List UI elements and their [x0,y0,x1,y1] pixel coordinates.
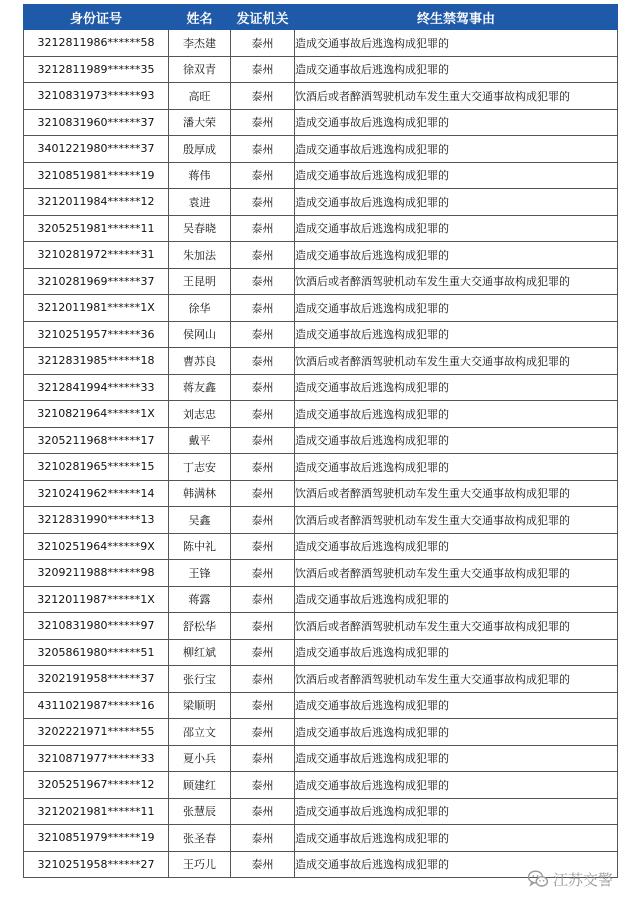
name-cell: 潘大荣 [169,109,231,136]
table-row [24,427,618,454]
office-cell: 泰州 [231,719,295,746]
reason-cell: 造成交通事故后逃逸构成犯罪的 [295,851,618,878]
office-cell: 泰州 [231,374,295,401]
table-row [24,666,618,693]
reason-cell: 造成交通事故后逃逸构成犯罪的 [295,109,618,136]
reason-cell: 造成交通事故后逃逸构成犯罪的 [295,825,618,852]
table-row [24,30,618,57]
reason-cell: 造成交通事故后逃逸构成犯罪的 [295,798,618,825]
table-row [24,613,618,640]
name-cell: 邵立文 [169,719,231,746]
name-cell: 朱加法 [169,242,231,269]
reason-cell: 饮酒后或者醉酒驾驶机动车发生重大交通事故构成犯罪的 [295,348,618,375]
table-body [24,30,618,878]
name-cell: 夏小兵 [169,745,231,772]
office-cell: 泰州 [231,242,295,269]
id-cell: 3210831973******93 [24,83,169,110]
reason-cell: 造成交通事故后逃逸构成犯罪的 [295,189,618,216]
id-cell: 3210871977******33 [24,745,169,772]
name-cell: 徐双青 [169,56,231,83]
office-cell: 泰州 [231,454,295,481]
office-cell: 泰州 [231,851,295,878]
reason-cell: 饮酒后或者醉酒驾驶机动车发生重大交通事故构成犯罪的 [295,83,618,110]
name-cell: 吴春晓 [169,215,231,242]
reason-cell: 造成交通事故后逃逸构成犯罪的 [295,427,618,454]
reason-cell: 饮酒后或者醉酒驾驶机动车发生重大交通事故构成犯罪的 [295,613,618,640]
name-cell: 刘志忠 [169,401,231,428]
office-cell: 泰州 [231,427,295,454]
header-reason: 终生禁驾事由 [295,5,618,30]
name-cell: 王昆明 [169,268,231,295]
reason-cell: 造成交通事故后逃逸构成犯罪的 [295,162,618,189]
office-cell: 泰州 [231,798,295,825]
table-row [24,639,618,666]
office-cell: 泰州 [231,745,295,772]
id-cell: 3205211968******17 [24,427,169,454]
name-cell: 王锋 [169,560,231,587]
table-row [24,798,618,825]
office-cell: 泰州 [231,586,295,613]
office-cell: 泰州 [231,560,295,587]
name-cell: 曹苏良 [169,348,231,375]
id-cell: 3205861980******51 [24,639,169,666]
name-cell: 吴鑫 [169,507,231,534]
name-cell: 陈中礼 [169,533,231,560]
name-cell: 顾建红 [169,772,231,799]
name-cell: 张慧辰 [169,798,231,825]
office-cell: 泰州 [231,401,295,428]
id-cell: 3401221980******37 [24,136,169,163]
table-row [24,83,618,110]
reason-cell: 造成交通事故后逃逸构成犯罪的 [295,454,618,481]
header-id: 身份证号 [24,5,169,30]
office-cell: 泰州 [231,507,295,534]
id-cell: 3212011987******1X [24,586,169,613]
office-cell: 泰州 [231,639,295,666]
id-cell: 3212021981******11 [24,798,169,825]
table-row [24,109,618,136]
reason-cell: 饮酒后或者醉酒驾驶机动车发生重大交通事故构成犯罪的 [295,560,618,587]
office-cell: 泰州 [231,56,295,83]
name-cell: 舒松华 [169,613,231,640]
table-row [24,480,618,507]
table-row [24,825,618,852]
reason-cell: 饮酒后或者醉酒驾驶机动车发生重大交通事故构成犯罪的 [295,507,618,534]
id-cell: 3210251964******9X [24,533,169,560]
table-row [24,348,618,375]
watermark [527,868,613,890]
reason-cell: 造成交通事故后逃逸构成犯罪的 [295,745,618,772]
name-cell: 韩满林 [169,480,231,507]
name-cell: 张行宝 [169,666,231,693]
table-row [24,374,618,401]
id-cell: 3212841994******33 [24,374,169,401]
office-cell: 泰州 [231,613,295,640]
id-cell: 3205251967******12 [24,772,169,799]
office-cell: 泰州 [231,825,295,852]
id-cell: 3202191958******37 [24,666,169,693]
office-cell: 泰州 [231,162,295,189]
office-cell: 泰州 [231,533,295,560]
table-row [24,454,618,481]
id-cell: 3202221971******55 [24,719,169,746]
name-cell: 徐华 [169,295,231,322]
table-row [24,533,618,560]
reason-cell: 饮酒后或者醉酒驾驶机动车发生重大交通事故构成犯罪的 [295,480,618,507]
name-cell: 蒋露 [169,586,231,613]
id-cell: 3212811989******35 [24,56,169,83]
id-cell: 3210821964******1X [24,401,169,428]
reason-cell: 造成交通事故后逃逸构成犯罪的 [295,719,618,746]
name-cell: 王巧儿 [169,851,231,878]
office-cell: 泰州 [231,772,295,799]
office-cell: 泰州 [231,666,295,693]
id-cell: 3210831980******97 [24,613,169,640]
reason-cell: 造成交通事故后逃逸构成犯罪的 [295,295,618,322]
id-cell: 3210241962******14 [24,480,169,507]
name-cell: 戴平 [169,427,231,454]
name-cell: 蒋友鑫 [169,374,231,401]
name-cell: 高旺 [169,83,231,110]
table-row [24,189,618,216]
reason-cell: 造成交通事故后逃逸构成犯罪的 [295,401,618,428]
name-cell: 侯网山 [169,321,231,348]
reason-cell: 造成交通事故后逃逸构成犯罪的 [295,215,618,242]
header-name: 姓名 [169,5,231,30]
reason-cell: 造成交通事故后逃逸构成犯罪的 [295,772,618,799]
reason-cell: 饮酒后或者醉酒驾驶机动车发生重大交通事故构成犯罪的 [295,268,618,295]
table-row [24,560,618,587]
office-cell: 泰州 [231,189,295,216]
table-row [24,507,618,534]
office-cell: 泰州 [231,136,295,163]
id-cell: 4311021987******16 [24,692,169,719]
name-cell: 李杰建 [169,30,231,57]
reason-cell: 造成交通事故后逃逸构成犯罪的 [295,692,618,719]
office-cell: 泰州 [231,268,295,295]
table-row [24,772,618,799]
table-row [24,719,618,746]
id-cell: 3205251981******11 [24,215,169,242]
ban-list-table [23,4,618,878]
table-row [24,401,618,428]
name-cell: 张圣春 [169,825,231,852]
reason-cell: 造成交通事故后逃逸构成犯罪的 [295,30,618,57]
watermark-text: 江苏交警 [553,870,614,889]
office-cell: 泰州 [231,215,295,242]
table-row [24,162,618,189]
table-row [24,242,618,269]
table-row [24,268,618,295]
table-row [24,56,618,83]
id-cell: 3209211988******98 [24,560,169,587]
id-cell: 3212011981******1X [24,295,169,322]
name-cell: 殷厚成 [169,136,231,163]
reason-cell: 饮酒后或者醉酒驾驶机动车发生重大交通事故构成犯罪的 [295,666,618,693]
reason-cell: 造成交通事故后逃逸构成犯罪的 [295,56,618,83]
reason-cell: 造成交通事故后逃逸构成犯罪的 [295,639,618,666]
reason-cell: 造成交通事故后逃逸构成犯罪的 [295,586,618,613]
table-row [24,295,618,322]
wechat-icon [527,869,549,889]
id-cell: 3212831985******18 [24,348,169,375]
id-cell: 3210851979******19 [24,825,169,852]
table-row [24,136,618,163]
office-cell: 泰州 [231,109,295,136]
office-cell: 泰州 [231,321,295,348]
office-cell: 泰州 [231,348,295,375]
office-cell: 泰州 [231,295,295,322]
table-row [24,215,618,242]
name-cell: 梁顺明 [169,692,231,719]
id-cell: 3212811986******58 [24,30,169,57]
id-cell: 3212831990******13 [24,507,169,534]
reason-cell: 造成交通事故后逃逸构成犯罪的 [295,533,618,560]
office-cell: 泰州 [231,83,295,110]
table-header-row [24,5,618,30]
reason-cell: 造成交通事故后逃逸构成犯罪的 [295,321,618,348]
table-row [24,692,618,719]
office-cell: 泰州 [231,692,295,719]
name-cell: 蒋伟 [169,162,231,189]
id-cell: 3212011984******12 [24,189,169,216]
id-cell: 3210281969******37 [24,268,169,295]
id-cell: 3210251958******27 [24,851,169,878]
name-cell: 袁进 [169,189,231,216]
name-cell: 柳红斌 [169,639,231,666]
id-cell: 3210281972******31 [24,242,169,269]
id-cell: 3210831960******37 [24,109,169,136]
table-row [24,586,618,613]
office-cell: 泰州 [231,480,295,507]
id-cell: 3210281965******15 [24,454,169,481]
header-office: 发证机关 [231,5,295,30]
table-row [24,745,618,772]
reason-cell: 造成交通事故后逃逸构成犯罪的 [295,374,618,401]
name-cell: 丁志安 [169,454,231,481]
office-cell: 泰州 [231,30,295,57]
reason-cell: 造成交通事故后逃逸构成犯罪的 [295,242,618,269]
table-row [24,321,618,348]
id-cell: 3210851981******19 [24,162,169,189]
reason-cell: 造成交通事故后逃逸构成犯罪的 [295,136,618,163]
id-cell: 3210251957******36 [24,321,169,348]
